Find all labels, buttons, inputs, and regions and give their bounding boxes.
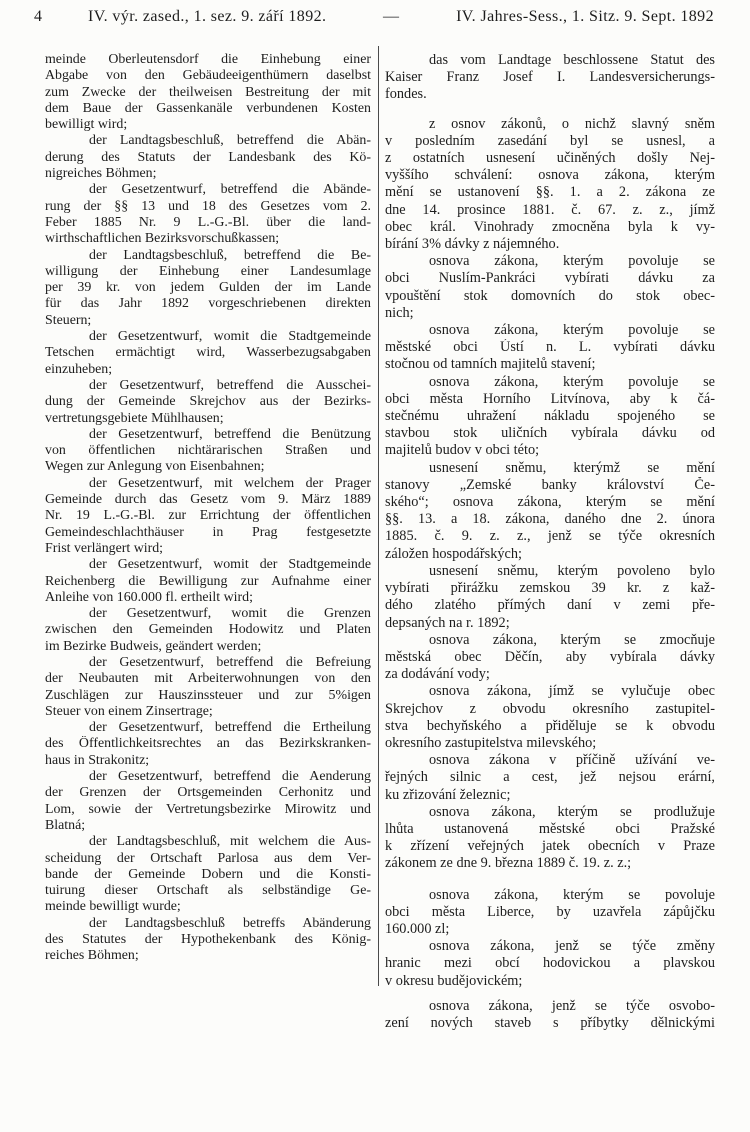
text-line: zwischen den Gemeinden Hodowitz und Platen — [45, 622, 371, 638]
text-line: městská obec Děčín, aby vybírala dávky — [385, 648, 715, 665]
text-line: Anleihe von 160.000 fl. ertheilt wird; — [45, 589, 253, 605]
text-line: usnesení sněmu, kterýmž se mění — [429, 459, 715, 476]
text-line: obci Nuslím-Pankráci vybírati dávku za — [385, 270, 715, 287]
text-line: obci města Liberce, by uzavřela zápůjčku — [385, 903, 715, 920]
text-line: Steuer von einem Zinsertrage; — [45, 703, 213, 719]
paragraph — [45, 557, 371, 606]
text-line: osnova zákona, kterým se prodlužuje — [429, 803, 715, 820]
text-line: meinde Oberleutensdorf die Einhebung einer — [45, 52, 371, 67]
text-line: bewilligt wird; — [45, 117, 128, 133]
text-line: im Bezirke Budweis, geändert werden; — [45, 638, 262, 654]
text-line: der Gesetzentwurf, betreffend die Ertheilung — [89, 720, 371, 736]
running-title-german: IV. Jahres-Sess., 1. Sitz. 9. Sept. 1892 — [456, 8, 714, 25]
text-line: osnova zákona, jenž se týče osvobo- — [429, 997, 715, 1014]
german-column — [45, 52, 371, 965]
text-line: derung des Statuts der Landesbank des Kö- — [45, 149, 371, 165]
text-line: lhůta ustanovená městské obci Pražské — [385, 820, 715, 837]
text-line: wirthschaftlichen Bezirksvorschußkassen; — [45, 231, 280, 247]
column-rule — [378, 46, 379, 986]
paragraph — [385, 116, 715, 254]
text-line: stečnému uhražení nákladu spojeného se — [385, 408, 715, 425]
text-line: řejných silnic a cest, jež nejsou erární, — [385, 769, 715, 786]
text-line: Frist verlängert wird; — [45, 540, 164, 556]
paragraph — [45, 655, 371, 720]
text-line: hranic mezi obcí hodovickou a plavskou — [385, 955, 715, 972]
text-line: reiches Böhmen; — [45, 948, 139, 964]
text-line: z ostatních usnesení učiněných došly Nej- — [385, 150, 715, 167]
running-title — [88, 7, 714, 27]
text-line: v okresu budějovickém; — [385, 972, 523, 989]
text-line: Wegen zur Anlegung von Eisenbahnen; — [45, 459, 265, 475]
paragraph — [45, 476, 371, 557]
text-line: Feber 1885 Nr. 9 L.-G.-Bl. über die land- — [45, 214, 371, 230]
text-line: stanovy „Zemské banky království Če- — [385, 476, 715, 493]
paragraph — [385, 752, 715, 804]
paragraph — [45, 834, 371, 915]
paragraph — [385, 804, 715, 873]
text-line: obci města Horního Litvínova, aby k čá- — [385, 390, 715, 407]
text-line: dého zlatého přímých daní v zemi pře- — [385, 597, 715, 614]
text-line: der Landtagsbeschluß, mit welchem die Aus- — [89, 834, 371, 850]
text-line: zákonem ze dne 9. března 1889 č. 19. z. z.; — [385, 855, 632, 872]
text-line: osnova zákona, kterým se zmocňuje — [429, 631, 715, 648]
text-line: usnesení sněmu, kterým povoleno bylo — [429, 562, 715, 579]
text-line: stva bechyňského a přiděluje se k obvodu — [385, 717, 715, 734]
text-line: městské obci Ústí n. L. vybírati dávku — [385, 339, 715, 356]
text-line: Reichenberg die Bewilligung zur Aufnahme einer — [45, 573, 371, 589]
text-line: willigung der Einhebung einer Landesumlage — [45, 263, 371, 279]
paragraph — [45, 916, 371, 965]
running-title-separator: — — [383, 8, 400, 25]
text-line: dem Baue der Gassenkanäle verbundenen Kosten — [45, 100, 371, 116]
text-line: per 39 kr. von jedem Gulden der im Lande — [45, 280, 371, 296]
text-line: der Gesetzentwurf, betreffend die Benützung — [89, 426, 371, 442]
text-line: für das Jahr 1892 vorgeschriebenen direkten — [45, 296, 371, 312]
text-line: dung der Gemeinde Skrejchov aus der Bezirks- — [45, 394, 371, 410]
text-line: Skrejchov z obvodu okresního zastupitel- — [385, 700, 715, 717]
running-title-czech: IV. výr. zased., 1. sez. 9. září 1892. — [88, 8, 327, 25]
text-line: Nr. 19 L.-G.-Bl. zur Errichtung der öffentlichen — [45, 508, 371, 524]
text-line: der Neubauten mit Arbeiterwohnungen von den — [45, 671, 371, 687]
text-line: zum Zwecke der theilweisen Bestreitung der mit — [45, 84, 371, 100]
german-continuation-block — [385, 52, 715, 104]
text-line: der Landtagsbeschluß, betreffend die Abän- — [89, 133, 371, 149]
paragraph — [385, 563, 715, 632]
paragraph — [45, 720, 371, 769]
text-line: ku zřizování železnic; — [385, 786, 511, 803]
text-line: vpouštění stok domovních do stok obec- — [385, 287, 715, 304]
text-line: Kaiser Franz Josef I. Landesversicherungs- — [385, 69, 715, 86]
page-header — [34, 7, 714, 29]
text-line: ského“; osnova zákona, kterým se mění — [385, 494, 715, 511]
paragraph — [45, 769, 371, 834]
text-line: rung der §§ 13 und 18 des Gesetzes vom 2. — [45, 198, 371, 214]
page-number: 4 — [34, 8, 42, 25]
paragraph — [385, 632, 715, 684]
paragraph — [45, 182, 371, 247]
text-line: Gemeindeschlachthäuser in Prag festgesetzte — [45, 524, 371, 540]
paragraph — [45, 378, 371, 427]
right-column — [385, 52, 715, 1032]
text-line: vyššího schválení: osnova zákona, kterým — [385, 167, 715, 184]
paragraph — [385, 683, 715, 752]
text-line: záložen hospodářských; — [385, 545, 522, 562]
paragraph — [385, 374, 715, 460]
text-line: Gemeinde durch das Gesetz vom 9. März 1889 — [45, 492, 371, 508]
paragraph — [385, 253, 715, 322]
text-line: bande der Gemeinde Dobern und die Konsti- — [45, 866, 371, 882]
text-line: osnova zákona, kterým povoluje se — [429, 373, 715, 390]
text-line: zení nových staveb s příbytky dělnickými — [385, 1014, 715, 1031]
text-line: k zřízení veřejných jatek obecních v Praze — [385, 838, 715, 855]
text-line: dne 14. prosince 1881. č. 67. z. z., jímž — [385, 201, 715, 218]
text-line: meinde bewilligt wurde; — [45, 899, 181, 915]
czech-text-block — [385, 116, 715, 1033]
paragraph — [385, 322, 715, 374]
paragraph — [45, 606, 371, 655]
text-line: v posledním zasedání byl se usnesl, a — [385, 132, 715, 149]
text-line: Lom, sowie der Vertretungsbezirke Mirowitz und — [45, 801, 371, 817]
text-line: fondes. — [385, 86, 427, 103]
text-line: z osnov zákonů, o nichž slavný sněm — [429, 115, 715, 132]
text-line: der Gesetzentwurf, mit welchem der Prager — [89, 475, 371, 491]
text-line: tuirung dieser Ortschaft als selbständige Ge- — [45, 883, 371, 899]
text-line: 1885. č. 9. z. z., jenž se týče okresních — [385, 528, 715, 545]
text-line: der Gesetzentwurf, womit der Stadtgemeinde — [89, 557, 371, 573]
text-line: der Grenzen der Ortsgemeinden Cerhonitz und — [45, 785, 371, 801]
paragraph — [385, 460, 715, 563]
text-line: stočnou od tamních majitelů stavení; — [385, 356, 596, 373]
text-line: stavbou stok uličních vybírala dávku od — [385, 425, 715, 442]
text-line: §§. 13. a 18. zákona, daného dne 2. února — [385, 511, 715, 528]
paragraph — [385, 887, 715, 939]
paragraph — [385, 52, 715, 104]
text-line: der Gesetzentwurf, betreffend die Abände- — [89, 182, 371, 198]
paragraph — [45, 329, 371, 378]
text-line: der Landtagsbeschluß betreffs Abänderung — [89, 915, 371, 931]
text-line: osnova zákona, kterým povoluje se — [429, 322, 715, 339]
text-line: des Öffentlichkeitsrechtes an das Bezirkskranken- — [45, 736, 371, 752]
text-line: der Landtagsbeschluß, betreffend die Be- — [89, 247, 371, 263]
paragraph — [45, 133, 371, 182]
text-line: scheidung der Ortschaft Parlosa aus dem Ver- — [45, 850, 371, 866]
text-line: vybírati přirážku zemskou 39 kr. z kaž- — [385, 580, 715, 597]
text-line: Tetschen ermächtigt wird, Wasserbezugsabgaben — [45, 345, 371, 361]
text-line: obec král. Vinohrady zmocněna byla k vy- — [385, 218, 715, 235]
text-line: Zuschlägen zur Hauszinssteuer und zur 5%igen — [45, 687, 371, 703]
text-line: von öffentlichen nichtärarischen Straßen und — [45, 443, 371, 459]
text-line: Blatná; — [45, 817, 86, 833]
text-line: majitelů budov v obci této; — [385, 442, 540, 459]
text-line: 160.000 zl; — [385, 920, 450, 937]
text-line: osnova zákona v příčině užívání ve- — [429, 752, 715, 769]
text-line: osnova zákona, kterým se povoluje — [429, 886, 715, 903]
paragraph — [45, 427, 371, 476]
text-line: der Gesetzentwurf, womit die Grenzen — [89, 606, 371, 622]
text-line: okresního zastupitelstva milevského; — [385, 734, 597, 751]
text-line: der Gesetzentwurf, betreffend die Aenderung — [89, 769, 371, 785]
text-line: haus in Strakonitz; — [45, 752, 150, 768]
text-line: osnova zákona, kterým povoluje se — [429, 253, 715, 270]
text-line: osnova zákona, jenž se týče změny — [429, 938, 715, 955]
text-line: der Gesetzentwurf, womit die Stadtgemeinde — [89, 329, 371, 345]
text-line: nigreiches Böhmen; — [45, 166, 157, 182]
text-line: einzuheben; — [45, 361, 113, 377]
text-line: der Gesetzentwurf, betreffend die Befreiung — [89, 654, 371, 670]
text-line: osnova zákona, jímž se vylučuje obec — [429, 683, 715, 700]
text-line: nich; — [385, 304, 414, 321]
text-line: Steuern; — [45, 312, 92, 328]
text-line: des Statutes der Hypothekenbank des König- — [45, 932, 371, 948]
text-line: za dodávání vody; — [385, 666, 490, 683]
paragraph — [385, 938, 715, 990]
paragraph — [45, 248, 371, 329]
text-line: bírání 3% dávky z nájemného. — [385, 236, 560, 253]
text-line: depsaných na r. 1892; — [385, 614, 510, 631]
text-line: Abgabe von den Gebäudeeigenthümern daselbst — [45, 68, 371, 84]
text-line: vertretungsgebiete Mühlhausen; — [45, 410, 224, 426]
paragraph — [45, 52, 371, 133]
text-line: der Gesetzentwurf, betreffend die Ausschei- — [89, 377, 371, 393]
paragraph — [385, 998, 715, 1032]
text-line: mění se ustanovení §§. 1. a 2. zákona ze — [385, 184, 715, 201]
text-line: das vom Landtage beschlossene Statut des — [429, 52, 715, 68]
